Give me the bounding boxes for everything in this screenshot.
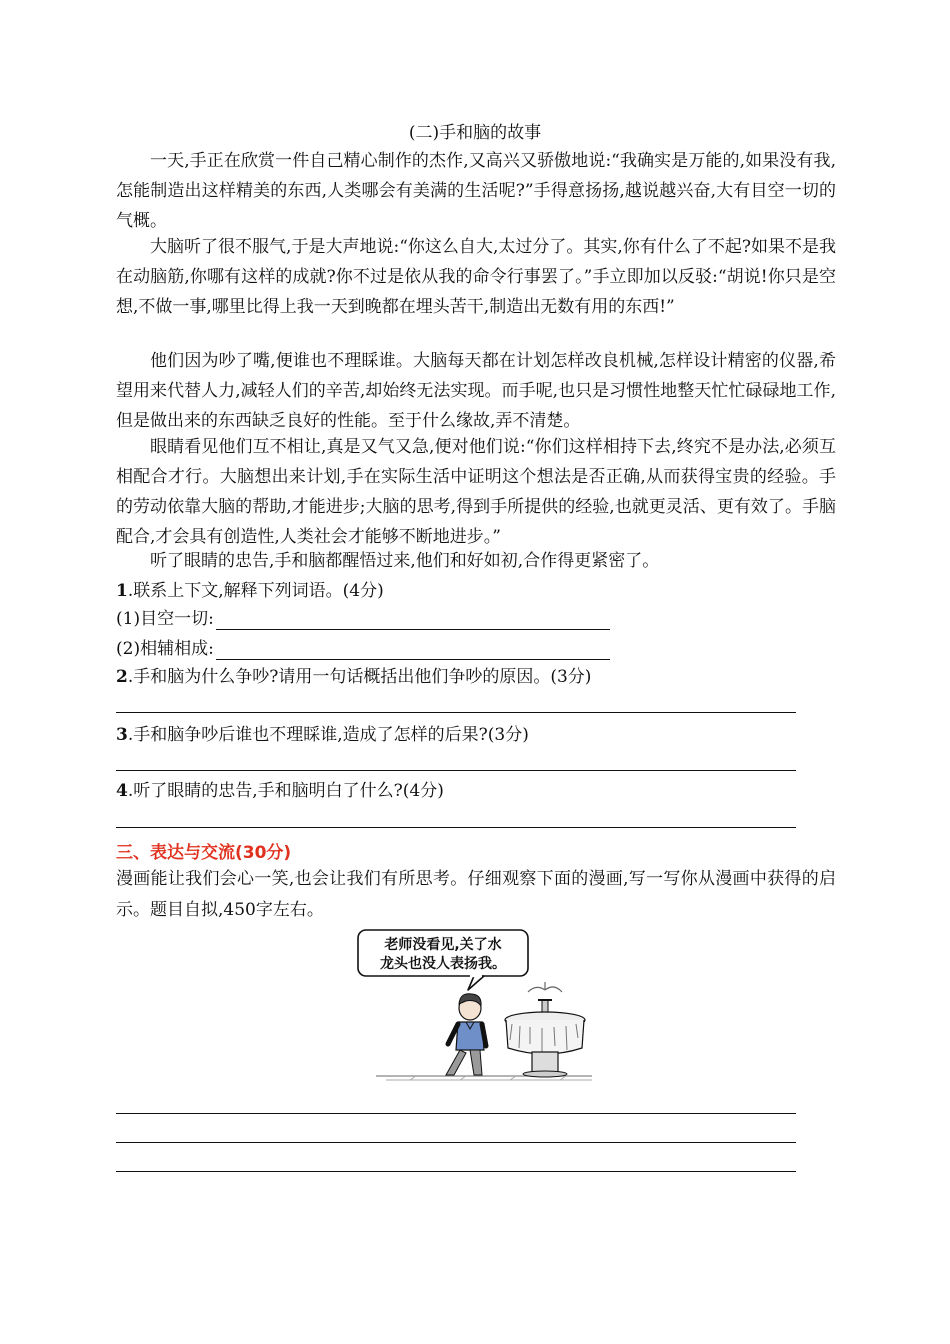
writing-line-2[interactable] <box>116 1142 796 1143</box>
question-1-part-1-text: (1)目空一切: <box>116 609 214 629</box>
answer-line-1-2[interactable] <box>216 641 610 660</box>
question-4-number: 4 <box>116 781 128 801</box>
speech-bubble <box>358 930 528 990</box>
question-2 <box>116 666 591 688</box>
cartoon-illustration <box>356 928 596 1084</box>
speech-line-1: 老师没看见,关了水 <box>384 937 502 953</box>
question-3-number: 3 <box>116 725 128 745</box>
writing-line-1[interactable] <box>116 1113 796 1114</box>
question-2-number: 2 <box>116 667 128 687</box>
paragraph-4: 眼睛看见他们互不相让,真是又气又急,便对他们说:“你们这样相持下去,终究不是办法,必须互相配合才行。大脑想出来计划,手在实际生活中证明这个想法是否正确,从而获得宝贵的经验。手的劳动依靠大脑的帮助,才能进步;大脑的思考,得到手所提供的经验,也就更灵活、更有效了。手脑配合,才会具有创造性,人类社会才能够不断地进步。” <box>116 437 836 547</box>
speech-line-2: 龙头也没人表扬我。 <box>380 956 506 972</box>
answer-line-2[interactable] <box>116 712 796 713</box>
paragraph-2: 大脑听了很不服气,于是大声地说:“你这么自大,太过分了。其实,你有什么了不起?如果不是我在动脑筋,你哪有这样的成就?你不过是依从我的命令行事罢了。”手立即加以反驳:“胡说!你只是空想,不做一事,哪里比得上我一天到晚都在埋头苦干,制造出无数有用的东西!” <box>116 237 836 317</box>
question-2-text: .手和脑为什么争吵?请用一句话概括出他们争吵的原因。(3分) <box>127 667 592 687</box>
writing-prompt: 漫画能让我们会心一笑,也会让我们有所思考。仔细观察下面的漫画,写一写你从漫画中获得的启示。题目自拟,450字左右。 <box>116 869 836 920</box>
writing-line-3[interactable] <box>116 1171 796 1172</box>
paragraph-1: 一天,手正在欣赏一件自己精心制作的杰作,又高兴又骄傲地说:“我确实是万能的,如果没有我,怎能制造出这样精美的东西,人类哪会有美满的生活呢?”手得意扬扬,越说越兴奋,大有目空一切的气概。 <box>116 151 836 231</box>
passage-title: (二)手和脑的故事 <box>408 123 542 143</box>
question-1-number: 1 <box>116 581 128 601</box>
fountain-icon <box>505 982 585 1077</box>
question-1 <box>116 580 384 602</box>
paragraph-5: 听了眼睛的忠告,手和脑都醒悟过来,他们和好如初,合作得更紧密了。 <box>150 551 660 571</box>
question-4-text: .听了眼睛的忠告,手和脑明白了什么?(4分) <box>127 781 444 801</box>
paragraph-3: 他们因为吵了嘴,便谁也不理睬谁。大脑每天都在计划怎样改良机械,怎样设计精密的仪器,希望用来代替人力,减轻人们的辛苦,却始终无法实现。而手呢,也只是习惯性地整天忙忙碌碌地工作,但是做出来的东西缺乏良好的性能。至于什么缘故,弄不清楚。 <box>116 351 836 431</box>
question-1-part-1 <box>116 608 610 630</box>
answer-line-1-1[interactable] <box>216 611 610 630</box>
question-1-text: .联系上下文,解释下列词语。(4分) <box>127 581 384 601</box>
question-1-part-2 <box>116 638 610 660</box>
boy-figure <box>446 994 486 1075</box>
question-4 <box>116 780 444 802</box>
section-heading: 三、表达与交流(30分) <box>116 843 292 863</box>
answer-line-4[interactable] <box>116 827 796 828</box>
question-1-part-2-text: (2)相辅相成: <box>116 639 214 659</box>
answer-line-3[interactable] <box>116 770 796 771</box>
question-3-text: .手和脑争吵后谁也不理睬谁,造成了怎样的后果?(3分) <box>127 725 529 745</box>
question-3 <box>116 724 529 746</box>
